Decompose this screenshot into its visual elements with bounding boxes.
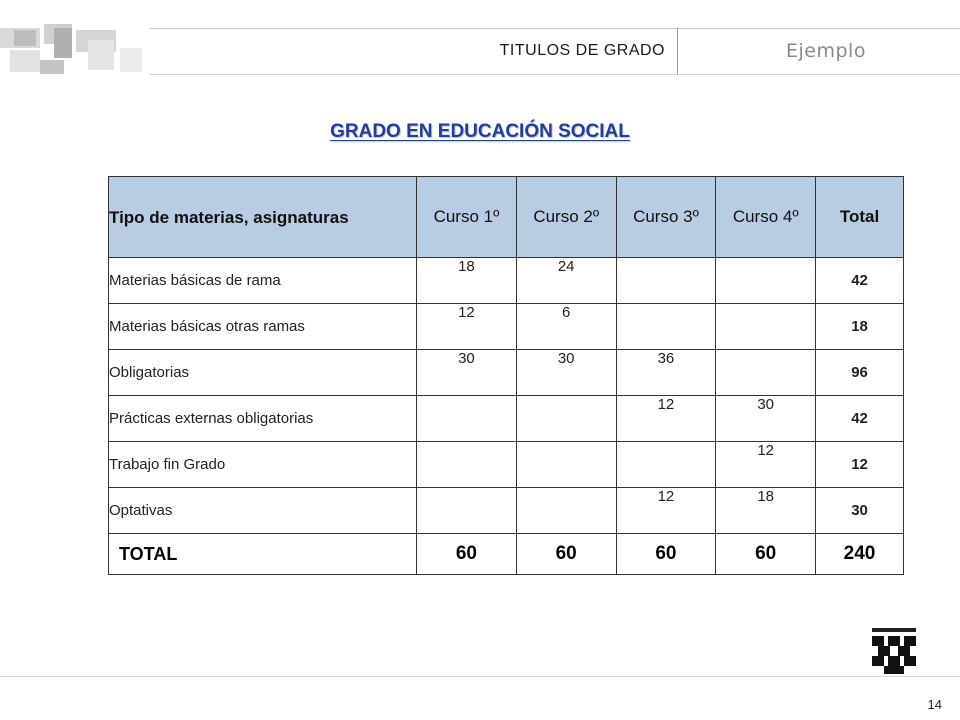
row-category: Obligatorias [109,350,417,396]
cell-curso-3 [616,258,716,304]
total-curso-4: 60 [716,534,816,575]
cell-curso-4 [716,304,816,350]
cell-curso-1: 30 [417,350,517,396]
cell-curso-3: 12 [616,488,716,534]
cell-curso-1 [417,396,517,442]
cell-curso-1 [417,442,517,488]
cell-total: 18 [816,304,904,350]
cell-curso-4: 30 [716,396,816,442]
header-separator [677,28,678,74]
table-header-row [109,177,904,258]
totals-label: TOTAL [109,534,417,575]
section-title: TITULOS DE GRADO [499,42,665,59]
row-category: Materias básicas otras ramas [109,304,417,350]
university-emblem-icon [870,628,918,674]
header-curso-3: Curso 3º [616,177,716,258]
table-row [109,304,904,350]
cell-curso-2: 6 [516,304,616,350]
cell-curso-2: 24 [516,258,616,304]
table-row [109,442,904,488]
page-title-text: GRADO EN EDUCACIÓN SOCIAL [330,121,630,142]
cell-total: 30 [816,488,904,534]
cell-total: 42 [816,258,904,304]
header-tipo: Tipo de materias, asignaturas [109,177,417,258]
cell-curso-2 [516,488,616,534]
cell-curso-4 [716,258,816,304]
credits-table [108,176,904,575]
table-row [109,350,904,396]
cell-curso-2: 30 [516,350,616,396]
cell-curso-1 [417,488,517,534]
footer-rule [0,676,960,677]
row-category: Optativas [109,488,417,534]
section-tag: Ejemplo [786,40,866,62]
cell-curso-3 [616,442,716,488]
cell-curso-2 [516,442,616,488]
header-curso-2: Curso 2º [516,177,616,258]
header-curso-4: Curso 4º [716,177,816,258]
cell-curso-3: 36 [616,350,716,396]
cell-curso-1: 12 [417,304,517,350]
cell-curso-3: 12 [616,396,716,442]
row-category: Trabajo fin Grado [109,442,417,488]
cell-curso-4: 12 [716,442,816,488]
total-curso-2: 60 [516,534,616,575]
total-curso-3: 60 [616,534,716,575]
cell-curso-4: 18 [716,488,816,534]
cell-curso-4 [716,350,816,396]
row-category: Prácticas externas obligatorias [109,396,417,442]
total-curso-1: 60 [417,534,517,575]
totals-row [109,534,904,575]
header-rule-lower [150,74,960,75]
cell-curso-1: 18 [417,258,517,304]
table-row [109,396,904,442]
table-row [109,488,904,534]
header-decoration [0,0,150,80]
header-total: Total [816,177,904,258]
header-rule [150,28,960,29]
cell-total: 12 [816,442,904,488]
row-category: Materias básicas de rama [109,258,417,304]
page-number: 14 [927,697,942,712]
cell-total: 96 [816,350,904,396]
page-title [0,121,960,143]
cell-total: 42 [816,396,904,442]
header-curso-1: Curso 1º [417,177,517,258]
cell-curso-2 [516,396,616,442]
table-row [109,258,904,304]
grand-total: 240 [816,534,904,575]
cell-curso-3 [616,304,716,350]
